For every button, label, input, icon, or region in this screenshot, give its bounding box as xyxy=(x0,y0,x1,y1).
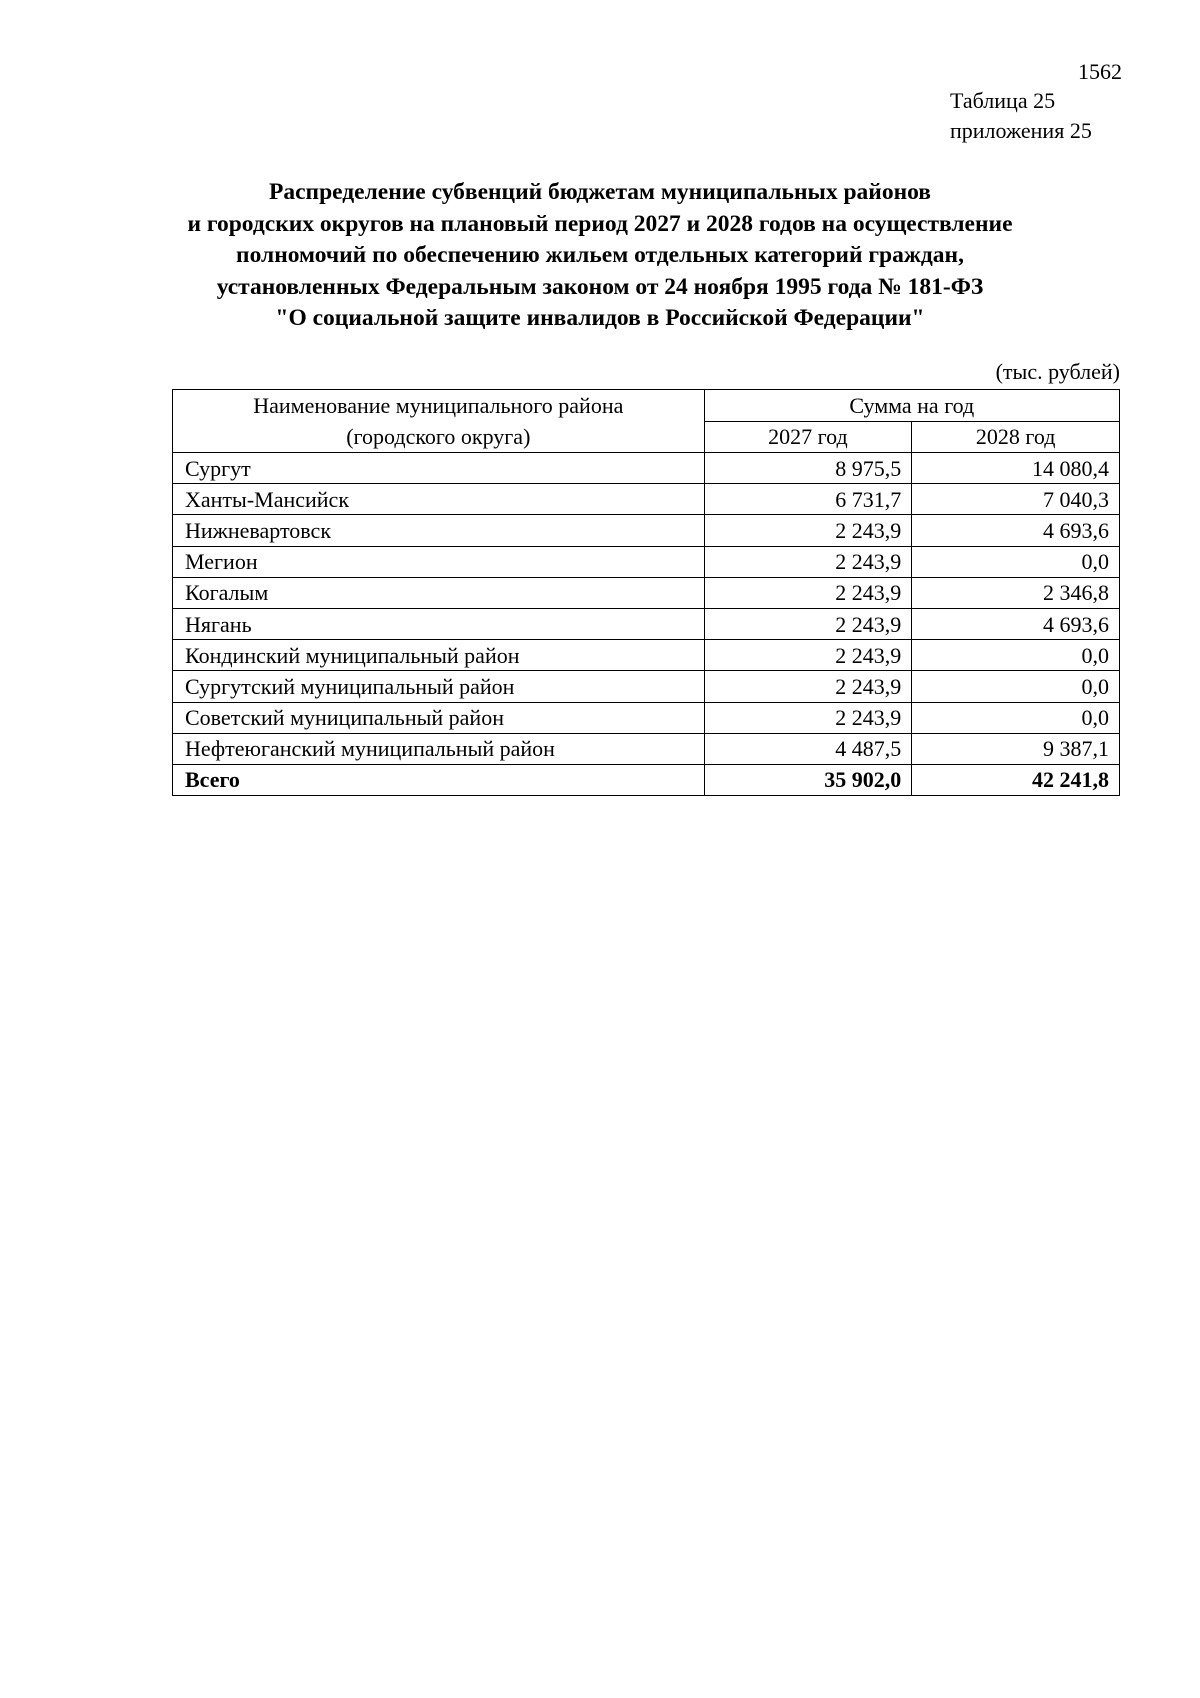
title-line: и городских округов на плановый период 2027 и 2028 годов на осуществление xyxy=(187,210,1013,237)
table-row xyxy=(173,546,1120,577)
table-row xyxy=(173,577,1120,608)
table-row xyxy=(173,453,1120,484)
row-2027-cell: 2 243,9 xyxy=(704,608,912,639)
table-header xyxy=(173,390,1120,453)
row-name-cell: Нягань xyxy=(173,608,705,639)
row-name-cell: Кондинский муниципальный район xyxy=(173,640,705,671)
table-row xyxy=(173,608,1120,639)
row-2027-cell: 2 243,9 xyxy=(704,546,912,577)
row-2028-cell: 0,0 xyxy=(912,702,1120,733)
row-name-cell: Сургутский муниципальный район xyxy=(173,671,705,702)
row-2027-cell: 6 731,7 xyxy=(704,484,912,515)
table-reference-line: Таблица 25 xyxy=(950,88,1056,113)
table-row xyxy=(173,640,1120,671)
row-2028-cell: 7 040,3 xyxy=(912,484,1120,515)
row-2027-cell: 2 243,9 xyxy=(704,577,912,608)
row-2028-cell: 14 080,4 xyxy=(912,453,1120,484)
total-name-cell: Всего xyxy=(173,764,705,795)
total-2028-cell: 42 241,8 xyxy=(912,764,1120,795)
appendix-reference-line: приложения 25 xyxy=(950,118,1092,143)
row-name-cell: Нефтеюганский муниципальный район xyxy=(173,733,705,764)
units-label: (тыс. рублей) xyxy=(995,359,1120,384)
header-year-2027: 2027 год xyxy=(704,421,912,453)
table-row xyxy=(173,515,1120,546)
row-2027-cell: 2 243,9 xyxy=(704,515,912,546)
header-name-line: Наименование муниципального района xyxy=(253,393,624,418)
row-name-cell: Сургут xyxy=(173,453,705,484)
total-2027-cell: 35 902,0 xyxy=(704,764,912,795)
row-2028-cell: 4 693,6 xyxy=(912,608,1120,639)
header-name-line: (городского округа) xyxy=(346,424,531,449)
row-2027-cell: 2 243,9 xyxy=(704,640,912,671)
row-2027-cell: 2 243,9 xyxy=(704,702,912,733)
row-2027-cell: 8 975,5 xyxy=(704,453,912,484)
total-row xyxy=(173,764,1120,795)
row-2028-cell: 2 346,8 xyxy=(912,577,1120,608)
row-name-cell: Мегион xyxy=(173,546,705,577)
table-body xyxy=(173,453,1120,796)
header-row xyxy=(173,390,1120,422)
row-2027-cell: 4 487,5 xyxy=(704,733,912,764)
header-year-2028: 2028 год xyxy=(912,421,1120,453)
row-name-cell: Ханты-Мансийск xyxy=(173,484,705,515)
table-row xyxy=(173,484,1120,515)
row-2028-cell: 0,0 xyxy=(912,640,1120,671)
row-2027-cell: 2 243,9 xyxy=(704,671,912,702)
title-line: полномочий по обеспечению жильем отдельных категорий граждан, xyxy=(236,242,964,268)
row-name-cell: Нижневартовск xyxy=(173,515,705,546)
row-2028-cell: 9 387,1 xyxy=(912,733,1120,764)
row-2028-cell: 0,0 xyxy=(912,671,1120,702)
row-2028-cell: 0,0 xyxy=(912,546,1120,577)
title-line: "О социальной защите инвалидов в Российской Федерации" xyxy=(275,305,925,331)
header-name-cell xyxy=(173,390,705,453)
table-row xyxy=(173,671,1120,702)
row-name-cell: Советский муниципальный район xyxy=(173,702,705,733)
row-name-cell: Когалым xyxy=(173,577,705,608)
title-line: установленных Федеральным законом от 24 ноября 1995 года № 181-ФЗ xyxy=(216,273,984,300)
table-reference xyxy=(950,86,1092,146)
subventions-table xyxy=(172,389,1120,796)
table-row xyxy=(173,733,1120,764)
table-row xyxy=(173,702,1120,733)
row-2028-cell: 4 693,6 xyxy=(912,515,1120,546)
page-number: 1562 xyxy=(1078,59,1122,84)
title-line: Распределение субвенций бюджетам муниципальных районов xyxy=(269,179,931,205)
document-title xyxy=(120,177,1080,335)
header-sum-cell: Сумма на год xyxy=(704,390,1119,422)
